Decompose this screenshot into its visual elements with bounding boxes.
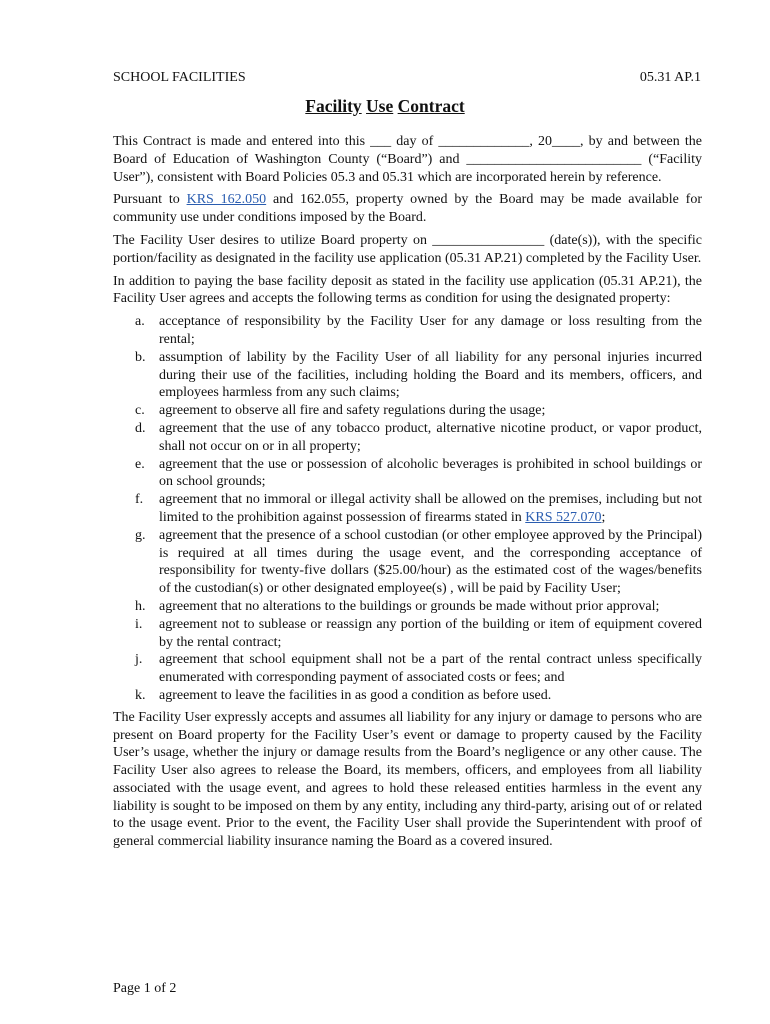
list-item <box>113 598 702 616</box>
statute-text-post: and 162.055, property owned by the Board may be made available for community use under conditions imposed by the Board. <box>113 192 702 226</box>
section-label: SCHOOL FACILITIES <box>113 70 246 85</box>
list-item <box>113 420 702 456</box>
list-item <box>113 456 702 492</box>
item-marker: e. <box>135 456 145 472</box>
item-marker: i. <box>135 616 143 632</box>
statute-text-pre: Pursuant to <box>113 192 187 208</box>
document-body <box>113 133 702 856</box>
list-item <box>113 491 702 527</box>
item-marker: b. <box>135 349 146 365</box>
item-text-after: ; <box>601 509 606 525</box>
item-marker: d. <box>135 420 146 436</box>
item-text: agreement to leave the facilities in as good a condition as before used. <box>159 687 552 703</box>
document-title <box>0 96 770 117</box>
list-item <box>113 313 702 349</box>
item-marker: j. <box>135 652 143 668</box>
item-marker: a. <box>135 314 145 330</box>
item-text: acceptance of responsibility by the Facility User for any damage or loss resulting from the rental; <box>159 314 702 347</box>
list-item <box>113 616 702 652</box>
terms-list <box>113 313 702 705</box>
item-text: agreement that school equipment shall not be a part of the rental contract unless specifically enumerated with corresponding payment of associated costs or fees; and <box>159 652 702 686</box>
item-text: agreement to observe all fire and safety regulations during the usage; <box>159 403 546 419</box>
page-header <box>113 70 701 86</box>
item-marker: f. <box>135 492 144 508</box>
item-marker: c. <box>135 403 145 419</box>
list-item <box>113 527 702 598</box>
liability-paragraph: The Facility User expressly accepts and assumes all liability for any injury or damage to persons who are present on Board property for the Facility User’s event or damage to property caused by the Facility User’s usage, whether the injury or damage results from the Board’s negligence or any other cause. The Facility User also agrees to release the Board, its members, officers, and employees from all liability associated with the usage event, and agrees to hold these released entities harmless in the event any liability is sought to be imposed on them by any entity, including any third-party, arising out of or related to the usage event. Prior to the event, the Facility User shall provide the Superintendent with proof of general commercial liability insurance naming the Board as a covered insured. <box>113 709 702 850</box>
statute-paragraph <box>113 191 702 227</box>
item-text: assumption of lability by the Facility User of all liability for any personal injuries incurred during their use of the facilities, including holding the Board and its members, officers, and employees harmless from any such claims; <box>159 349 702 401</box>
krs-162-050-link[interactable]: KRS 162.050 <box>186 192 267 208</box>
krs-527-070-link[interactable]: KRS 527.070 <box>525 509 602 525</box>
item-marker: g. <box>135 527 146 543</box>
item-text: agreement that the use or possession of alcoholic beverages is prohibited in school buildings or on school grounds; <box>159 456 702 490</box>
list-item <box>113 687 702 705</box>
item-text: agreement that the presence of a school custodian (or other employee approved by the Principal) is required at all times during the usage event, and the corresponding acceptance of responsibility for twenty-five dollars ($25.00/hour) as the estimated cost of the wages/benefits of the custodian(s) or other designated employee(s) , will be paid by Facility User; <box>159 527 702 597</box>
policy-code: 05.31 AP.1 <box>639 70 701 85</box>
item-text: agreement that the use of any tobacco product, alternative nicotine product, or vapor product, shall not occur on or in all property; <box>159 420 702 454</box>
list-item <box>113 349 702 402</box>
usage-date-paragraph: The Facility User desires to utilize Board property on ________________ (date(s)), with the specific portion/facility as designated in the facility use application (05.31 AP.21) completed by the Facility User. <box>113 232 702 266</box>
item-marker: k. <box>135 687 146 703</box>
item-text: agreement not to sublease or reassign any portion of the building or item of equipment covered by the rental contract; <box>159 616 702 650</box>
title-word-3: Contract <box>397 96 465 116</box>
terms-intro-paragraph: In addition to paying the base facility deposit as stated in the facility use application (05.31 AP.21), the Facility User agrees and accepts the following terms as condition for using the designated property: <box>113 273 702 307</box>
title-word-2: Use <box>366 96 394 116</box>
intro-paragraph: This Contract is made and entered into this ___ day of _____________, 20____, by and between the Board of Education of Washington County (“Board”) and _________________________ (“Facility User”), consistent with Board Policies 05.3 and 05.31 which are incorporated herein by reference. <box>113 134 702 185</box>
title-word-1: Facility <box>305 96 362 116</box>
page-number: Page 1 of 2 <box>113 981 177 996</box>
item-text: agreement that no immoral or illegal activity shall be allowed on the premises, including but not limited to the prohibition against possession of firearms stated in <box>159 492 702 525</box>
item-marker: h. <box>135 598 146 614</box>
item-text: agreement that no alterations to the buildings or grounds be made without prior approval; <box>159 598 660 614</box>
list-item <box>113 651 702 687</box>
list-item <box>113 402 702 420</box>
